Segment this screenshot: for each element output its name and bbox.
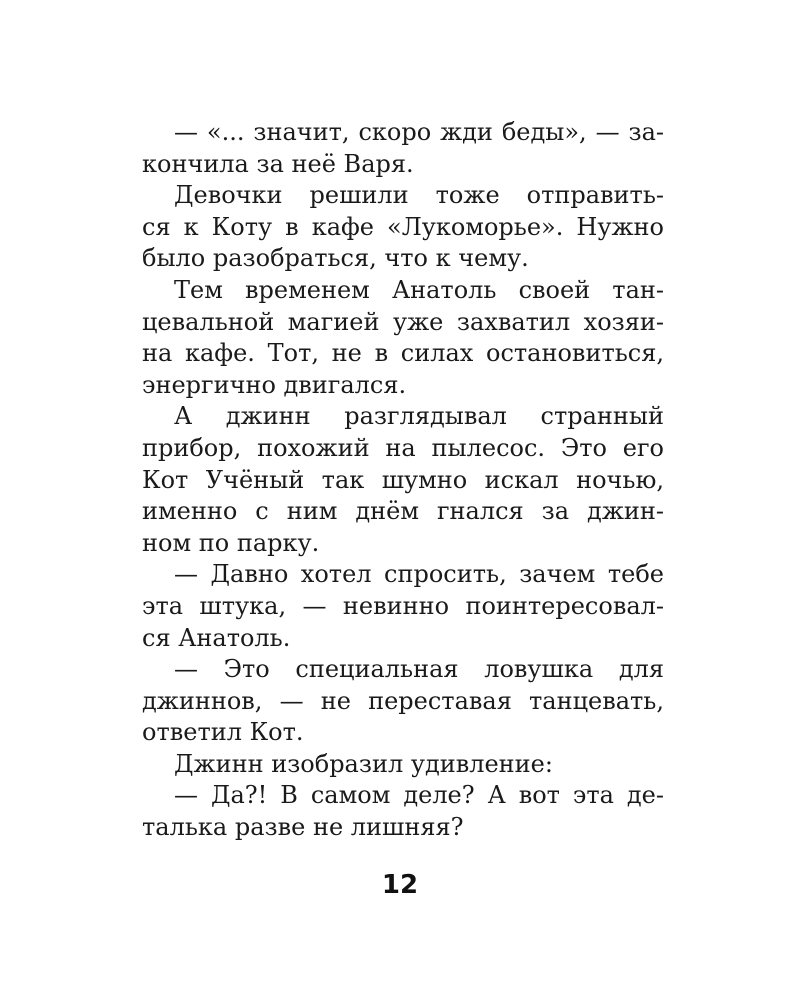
text-line: ся Анатоль.	[142, 623, 291, 652]
text-line: Джинн изобразил удивление:	[174, 749, 553, 778]
text-line: эта штука, — невинно поинтересовал-	[142, 591, 664, 620]
text-line: талька разве не лишняя?	[142, 813, 464, 842]
text-line: на кафе. Тот, не в силах остановиться,	[142, 339, 664, 368]
text-line: было разобраться, что к чему.	[142, 244, 529, 273]
text-line: Кот Учёный так шумно искал ночью,	[142, 465, 664, 494]
text-line: кончила за неё Варя.	[142, 149, 414, 178]
text-line: ответил Кот.	[142, 718, 304, 747]
text-line: джиннов, — не переставая танцевать,	[142, 686, 664, 715]
text-line: — Давно хотел спросить, зачем тебе	[174, 560, 664, 589]
text-line: Девочки решили тоже отправить-	[174, 181, 664, 210]
text-line: прибор, похожий на пылесос. Это его	[142, 433, 664, 462]
body-text	[142, 117, 664, 844]
text-line: цевальной магией уже захватил хозяи-	[142, 307, 664, 336]
text-line: — Это специальная ловушка для	[174, 655, 664, 684]
text-line: Тем временем Анатоль своей тан-	[174, 275, 664, 304]
text-line: — Да?! В самом деле? А вот эта де-	[174, 781, 664, 810]
text-line: ся к Коту в кафе «Лукоморье». Нужно	[142, 212, 664, 241]
text-line: именно с ним днём гнался за джин-	[142, 497, 664, 526]
text-line: — «... значит, скоро жди беды», — за-	[174, 118, 664, 146]
text-line: энергично двигался.	[142, 370, 407, 399]
text-line: ном по парку.	[142, 528, 320, 557]
page-number: 12	[381, 870, 419, 900]
text-line: А джинн разглядывал странный	[174, 402, 664, 431]
